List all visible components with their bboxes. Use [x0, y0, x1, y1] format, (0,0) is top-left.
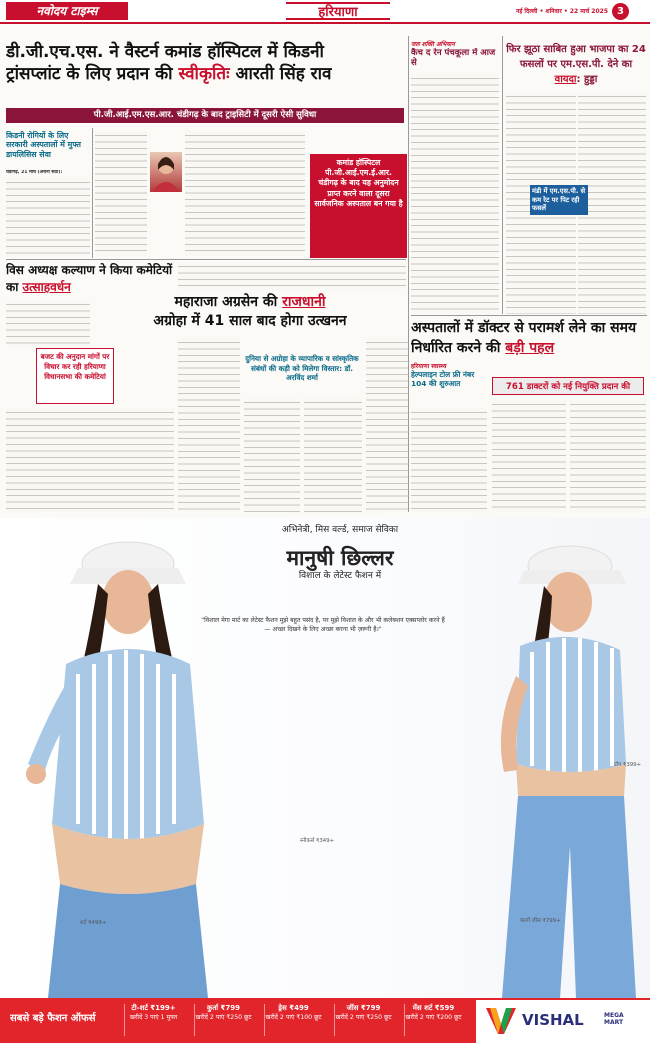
maha-body-text-2 — [244, 398, 300, 512]
price-jeans: कार्गो जींस ₹799+ — [520, 918, 561, 924]
minister-photo — [150, 152, 182, 192]
hospital-body-text-1 — [492, 400, 566, 512]
jal-kicker: जल शक्ति अभियान — [411, 41, 455, 48]
maharaja-headline-highlight: राजधानी — [282, 294, 326, 310]
brand-subname: MEGA MART — [604, 1012, 624, 1026]
vidhan-body-text-2 — [6, 408, 90, 512]
lead-quote-box: कमांड हॉस्पिटल पी.जी.आई.एम.ई.आर. चंडीगढ़ के बाद यह अनुमोदन प्राप्त करने वाला दूसरा सार्वजनिक अस्पताल बन गया है — [310, 154, 407, 258]
maha-body-text-3 — [304, 398, 362, 512]
price-top: टॉप ₹399+ — [614, 762, 642, 768]
offer-item: जींस ₹799 — [346, 1004, 381, 1012]
vishal-logo-mark — [484, 1006, 518, 1036]
offer-item: मेंस शर्ट ₹599 — [412, 1004, 455, 1012]
brand-name: VISHAL — [522, 1012, 584, 1028]
vidhan-body-text — [6, 300, 90, 346]
offer-kurta — [194, 1004, 252, 1036]
offer-deal: खरीदें 2 पाएं ₹200 छूट — [405, 1014, 462, 1021]
masthead-rule — [0, 22, 650, 24]
price-sneakers: स्नीकर्स ₹349+ — [300, 838, 335, 844]
bjp-headline — [506, 42, 646, 87]
hospital-headline — [411, 318, 647, 358]
ad-kicker: अभिनेत्री, मिस वर्ल्ड, समाज सेविका — [281, 525, 399, 535]
maha-body-text-1 — [178, 338, 240, 512]
doctors-appointment-box: 761 डाक्टरों को नई नियुक्ति प्रदान की — [492, 377, 644, 395]
offer-item: ड्रेस ₹499 — [278, 1004, 309, 1012]
ad-subtitle: विशाल के लेटेस्ट फैशन में — [298, 571, 382, 581]
page-number: 3 — [612, 3, 629, 20]
ad-celebrity-name: मानुषी छिल्लर — [286, 546, 394, 570]
vidhan-body-text-3 — [90, 408, 174, 512]
jal-body-text — [411, 74, 499, 314]
jal-headline: कैच द रेन पंचकूला में आज से — [411, 48, 496, 68]
kidney-body-text — [6, 178, 90, 256]
offer-jeans — [334, 1004, 392, 1036]
maharaja-headline-text: महाराजा अग्रसेन की — [174, 294, 283, 310]
edition-date: नई दिल्ली • शनिवार • 22 मार्च 2025 — [516, 8, 608, 15]
offer-deal: खरीदें 2 पाएं ₹100 छूट — [265, 1014, 322, 1021]
vidhan-headline-text: विस अध्यक्ष कल्याण ने किया कमेटियों का — [6, 263, 173, 294]
lead-headline-line1: डी.जी.एच.एस. ने वैस्टर्न कमांड हॉस्पिटल में किडनी — [6, 42, 324, 62]
maha-body-text-4 — [366, 338, 408, 512]
lead-body-text — [95, 131, 147, 256]
offer-item: कुर्ता ₹799 — [206, 1004, 241, 1012]
helpline-body-text — [411, 408, 487, 512]
helpline-headline: हेल्पलाइन टोल फ्री नंबर 104 की शुरुआत — [411, 370, 475, 388]
price-shirt: शर्ट ₹499+ — [80, 920, 107, 926]
lead-body-text-2 — [185, 131, 305, 256]
bjp-body-text-2 — [578, 92, 646, 314]
hospital-headline-text: अस्पतालों में डॉक्टर से परामर्श लेने का समय निर्धारित करने की — [411, 320, 637, 356]
vidhan-highlight-box: बजट की अनुदान मांगों पर विचार कर रही हरियाणा विधानसभा की कमेटियां — [36, 348, 114, 404]
lead-headline-tail: आरती सिंह राव — [229, 64, 332, 84]
lead-dateline: चंडीगढ़, 21 मार्च (अर्चना सेठी): — [6, 170, 63, 175]
offer-deal: खरीदें 3 पाएं 1 मुफ्त — [129, 1014, 178, 1021]
offer-dress — [264, 1004, 322, 1036]
bjp-headline-highlight: वायदा — [554, 74, 577, 85]
kidney-headline: किडनी रोगियों के लिए सरकारी अस्पतालों में मुफ्त डायलिसिस सेवा — [6, 131, 81, 159]
offer-strip-title: सबसे बड़े फैशन ऑफर्स — [10, 1013, 96, 1024]
maharaja-headline — [94, 293, 406, 331]
paper-logo: नवोदय टाइम्स — [6, 2, 128, 20]
offer-mens-shirt — [404, 1004, 462, 1036]
section-title: हरियाणा — [286, 2, 390, 20]
bjp-headline-text: फिर झूठा साबित हुआ भाजपा का 24 फसलों पर एम.एस.पी. देने का — [506, 44, 646, 70]
lead-headline-text: ट्रांसप्लांट के लिए प्रदान की — [6, 64, 179, 84]
lead-headline-line2 — [6, 62, 404, 86]
model-illustration-left — [8, 524, 228, 998]
vidhan-headline — [6, 262, 176, 296]
maharaja-subhead: दुनिया से अग्रोहा के व्यापारिक व सांस्कृतिक संबंधों की कड़ी को मिलेगा विस्तार: डॉ. अरविंद शर्मा — [245, 354, 359, 383]
lead-subhead: पी.जी.आई.एम.एस.आर. चंडीगढ़ के बाद ट्राइसिटी में दूसरी ऐसी सुविधा — [6, 108, 404, 123]
maharaja-headline-line2: अग्रोहा में 41 साल बाद होगा उत्खनन — [153, 313, 347, 329]
hospital-body-text-2 — [570, 400, 646, 512]
vidhan-headline-highlight: उत्साहवर्धन — [22, 280, 71, 294]
ad-quote: "विशाल मेगा मार्ट का लेटेस्ट फैशन मुझे बहुत पसंद है, पर मुझे विशाल के और भी कलेक्शन एक्सप्लोर करने हैं — अच्छा दिखने के लिए अच्छा करना भी ज़रूरी है।" — [201, 617, 445, 633]
lead-headline-highlight: स्वीकृतिः — [178, 64, 230, 84]
offer-item: टी-शर्ट ₹199+ — [131, 1004, 176, 1012]
offer-deal: खरीदें 2 पाएं ₹250 छूट — [195, 1014, 252, 1021]
offer-tshirt — [124, 1004, 182, 1036]
bjp-headline-tail: : हुड्डा — [576, 74, 598, 85]
helpline-kicker: हरियाणा स्वास्थ्य — [411, 363, 447, 370]
maha-body-top — [178, 262, 406, 290]
hospital-headline-highlight: बड़ी पहल — [505, 340, 555, 356]
offer-deal: खरीदें 2 पाएं ₹250 छूट — [335, 1014, 392, 1021]
bjp-highlight-box: मंडी में एम.एस.पी. से कम रेट पर पिट रही फसलें — [530, 185, 588, 215]
